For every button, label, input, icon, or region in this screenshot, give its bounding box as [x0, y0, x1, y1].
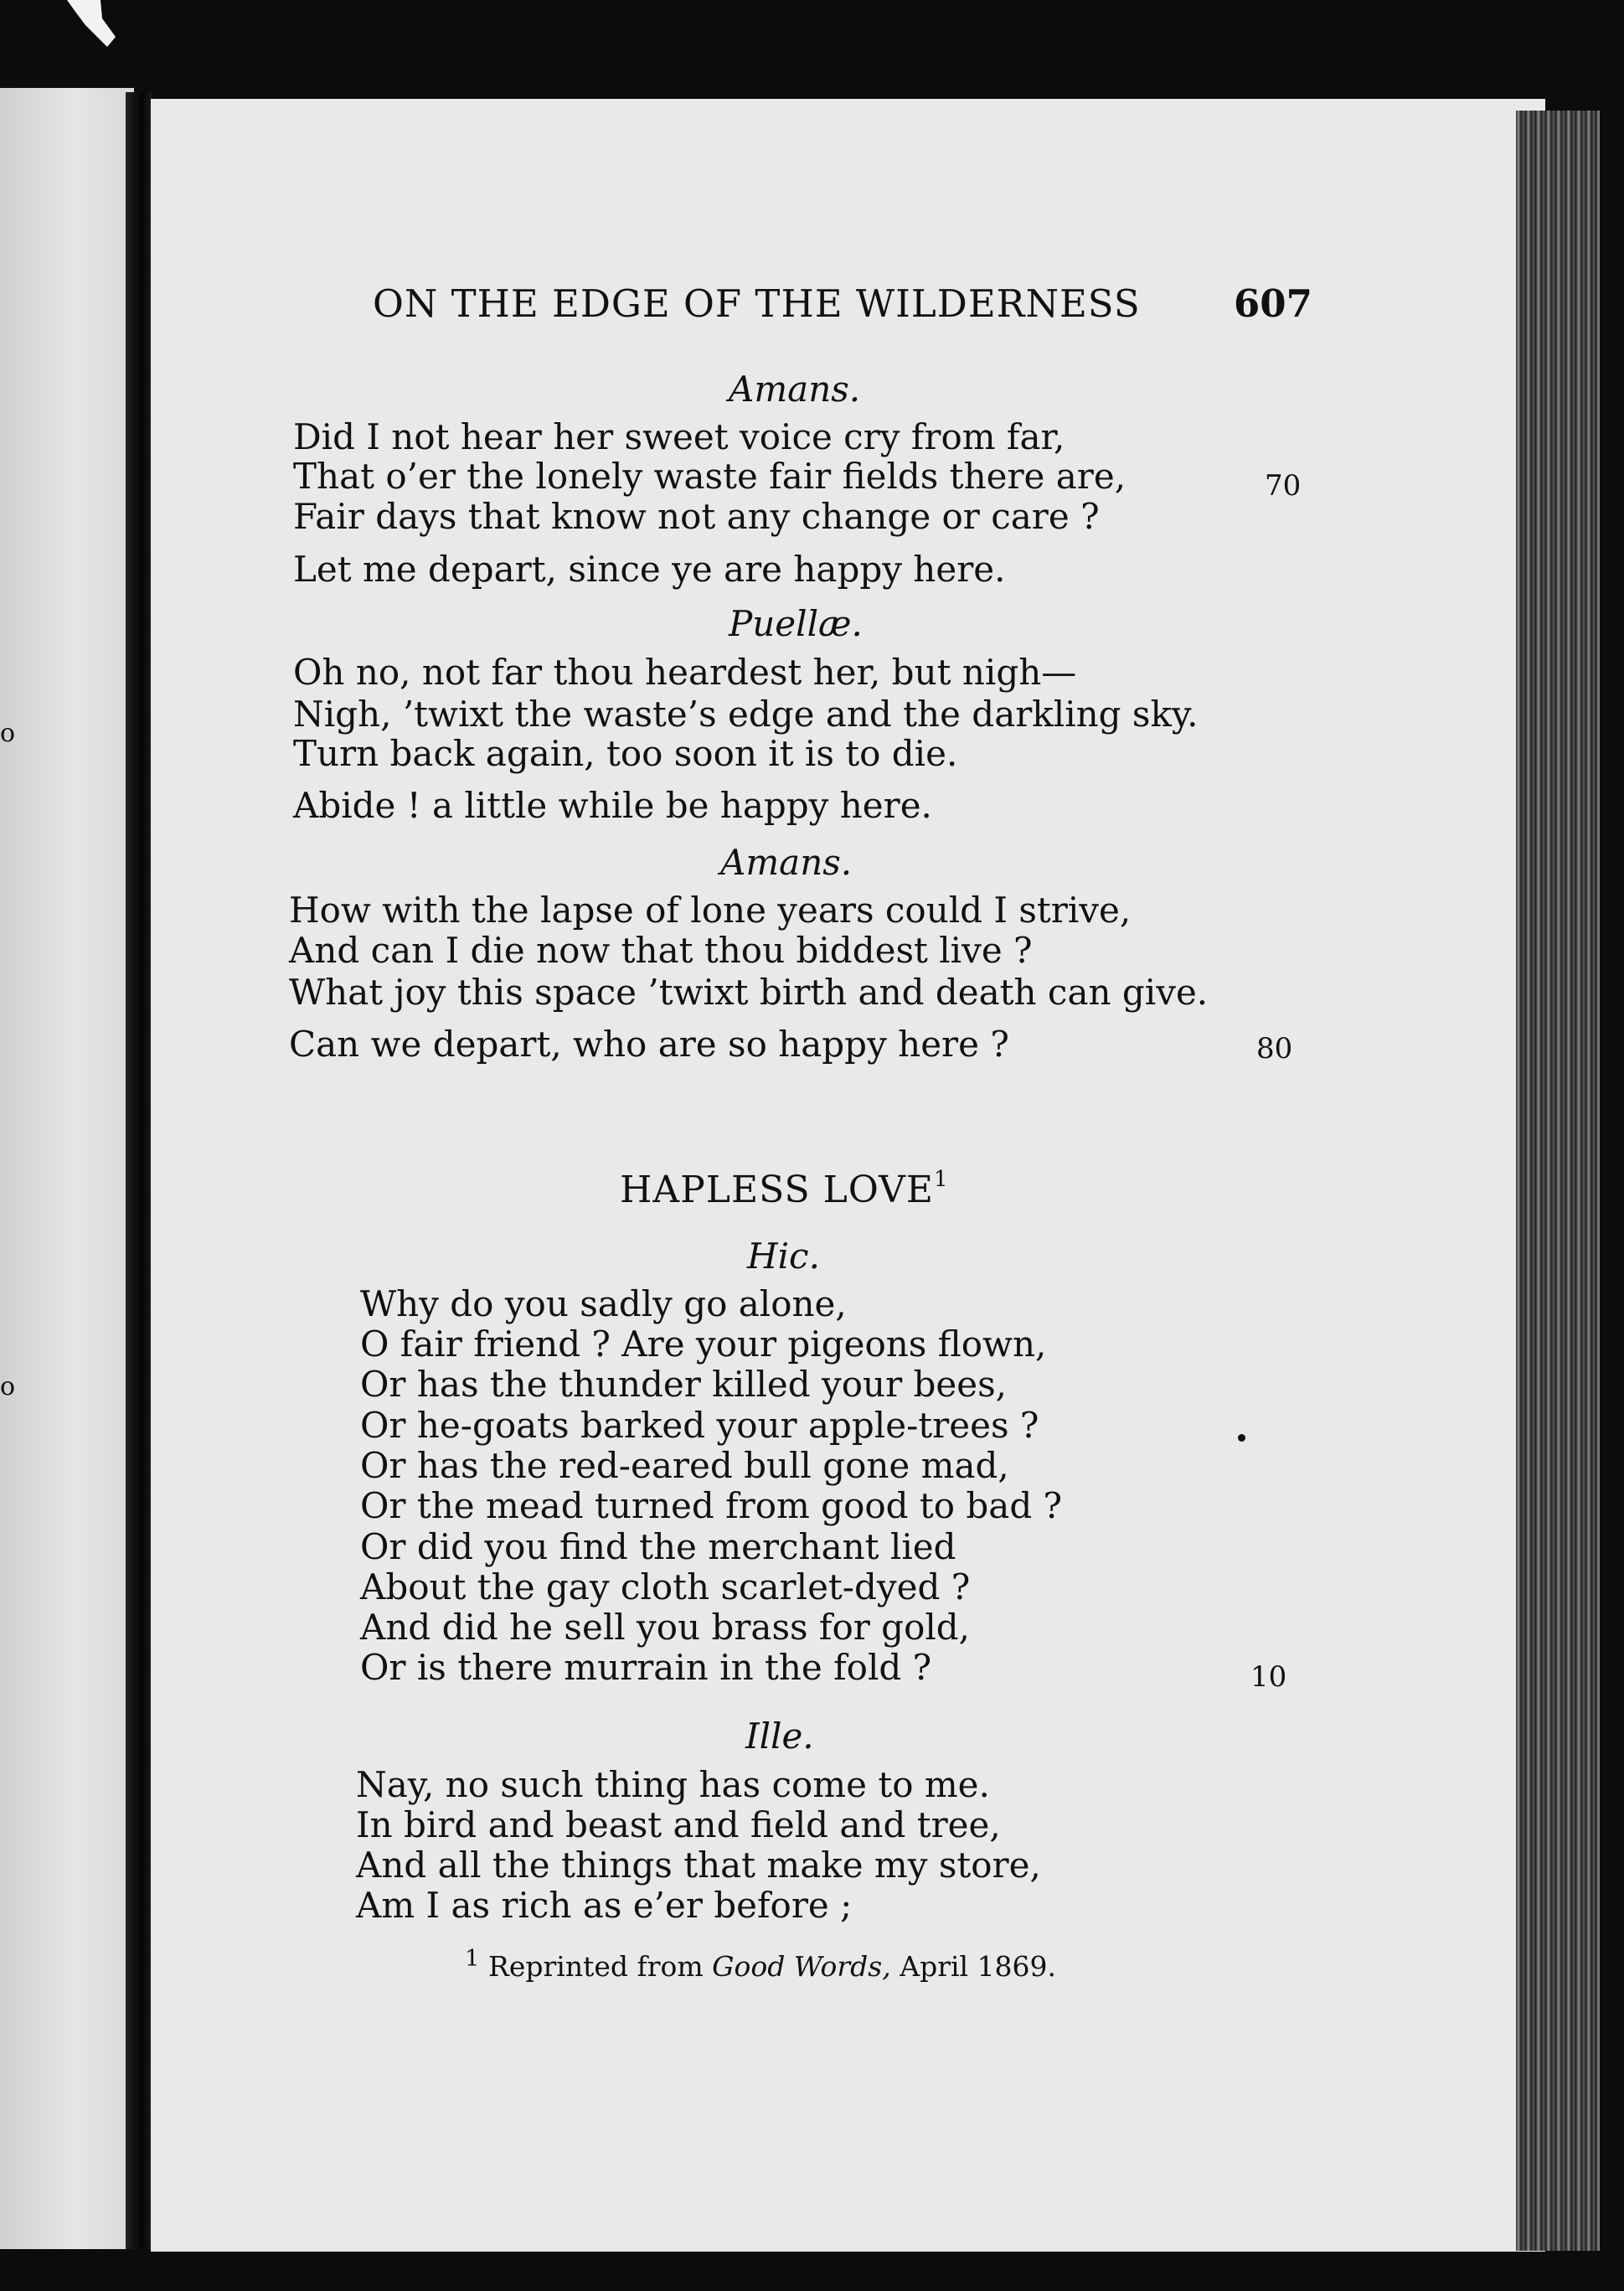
verse-line: Or is there murrain in the fold ?: [360, 1647, 932, 1688]
speaker-label: Amans.: [720, 842, 853, 883]
page-number: 607: [1234, 281, 1312, 326]
stray-ink-mark: [1238, 1434, 1245, 1442]
verse-line: And all the things that make my store,: [356, 1845, 1041, 1886]
verse-line: Nay, no such thing has come to me.: [356, 1764, 990, 1805]
verse-line: In bird and beast and field and tree,: [356, 1804, 1001, 1845]
verse-line: Did I not hear her sweet voice cry from far,: [293, 416, 1065, 457]
facing-page: [0, 88, 134, 2249]
verse-line: That o’er the lonely waste fair fields there are,: [293, 456, 1126, 497]
verse-line: Or the mead turned from good to bad ?: [360, 1485, 1063, 1526]
poem-title: [620, 1169, 949, 1211]
footnote-source: Good Words,: [712, 1950, 891, 1983]
verse-line: Turn back again, too soon it is to die.: [293, 733, 958, 774]
verse-line: Am I as rich as e’er before ;: [356, 1885, 853, 1926]
verse-line: Can we depart, who are so happy here ?: [289, 1024, 1009, 1065]
page-edges: [1516, 111, 1600, 2251]
verse-line: What joy this space ’twixt birth and death can give.: [289, 972, 1209, 1013]
verse-line: O fair friend ? Are your pigeons flown,: [360, 1324, 1047, 1365]
line-number: 80: [1256, 1032, 1293, 1066]
verse-line: Abide ! a little while be happy here.: [293, 785, 932, 826]
facing-page-line-number: o: [0, 1372, 16, 1401]
footnote-mark: 1: [465, 1945, 480, 1972]
verse-line: And did he sell you brass for gold,: [360, 1607, 971, 1648]
verse-line: And can I die now that thou biddest live ?: [289, 930, 1033, 971]
speaker-label: Ille.: [745, 1716, 814, 1757]
verse-line: Fair days that know not any change or care ?: [293, 496, 1100, 537]
speaker-label: Hic.: [747, 1236, 820, 1277]
facing-page-line-number: o: [0, 719, 16, 748]
book-gutter: [126, 92, 152, 2249]
verse-line: Or he-goats barked your apple-trees ?: [360, 1405, 1039, 1446]
verse-line: Why do you sadly go alone,: [360, 1283, 847, 1324]
verse-line: About the gay cloth scarlet-dyed ?: [360, 1566, 971, 1607]
film-clip-mark: [42, 0, 117, 50]
verse-line: Oh no, not far thou heardest her, but nigh—: [293, 652, 1077, 693]
footnote-reference: 1: [934, 1167, 949, 1192]
footnote-date: April 1869.: [900, 1950, 1057, 1983]
verse-line: How with the lapse of lone years could I strive,: [289, 890, 1132, 931]
speaker-label: Puellæ.: [729, 603, 863, 644]
line-number: 10: [1250, 1660, 1287, 1694]
footnote-text: Reprinted from: [488, 1950, 704, 1983]
running-head: ON THE EDGE OF THE WILDERNESS: [373, 281, 1141, 326]
verse-line: Or has the thunder killed your bees,: [360, 1364, 1008, 1405]
speaker-label: Amans.: [729, 369, 861, 410]
footnote: [465, 1945, 1056, 1983]
verse-line: Or has the red-eared bull gone mad,: [360, 1445, 1009, 1486]
verse-line: Let me depart, since ye are happy here.: [293, 549, 1006, 590]
verse-line: Nigh, ’twixt the waste’s edge and the darkling sky.: [293, 694, 1199, 735]
poem-title-text: HAPLESS LOVE: [620, 1169, 934, 1211]
verse-line: Or did you find the merchant lied: [360, 1526, 956, 1567]
line-number: 70: [1265, 469, 1302, 503]
